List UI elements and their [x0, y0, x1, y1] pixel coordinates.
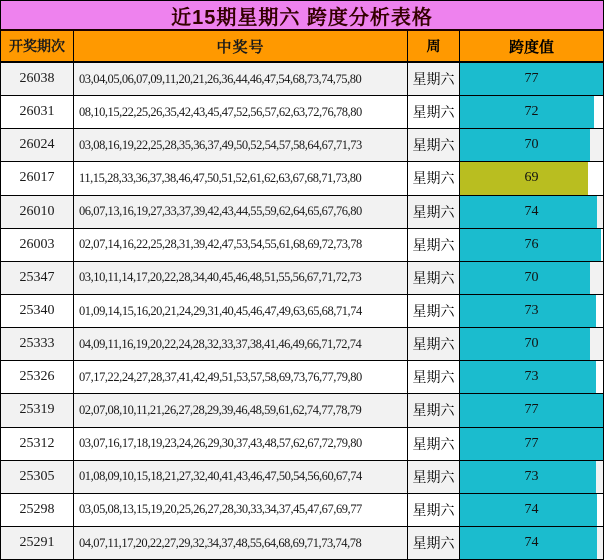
period-cell: 26038 [1, 63, 74, 95]
col-header-period: 开奖期次 [1, 31, 74, 61]
week-cell: 星期六 [408, 361, 460, 393]
table-row [1, 361, 603, 394]
span-value-label: 73 [524, 468, 539, 484]
table-row [1, 394, 603, 427]
span-value-cell [460, 361, 603, 393]
winning-numbers-cell: 04,07,11,17,20,22,27,29,32,34,37,48,55,64,68,69,71,73,74,78 [74, 527, 408, 559]
table-row [1, 162, 603, 195]
winning-numbers-cell: 03,05,08,13,15,19,20,25,26,27,28,30,33,34,37,45,47,67,69,77 [74, 494, 408, 526]
page-title: 近15期星期六 跨度分析表格 [1, 1, 603, 31]
span-value-cell [460, 63, 603, 95]
winning-numbers-cell: 04,09,11,16,19,20,22,24,28,32,33,37,38,41,46,49,66,71,72,74 [74, 328, 408, 360]
table-row [1, 527, 603, 559]
period-cell: 26031 [1, 96, 74, 128]
col-header-week: 周 [408, 31, 460, 61]
period-cell: 26003 [1, 229, 74, 261]
week-cell: 星期六 [408, 461, 460, 493]
winning-numbers-cell: 03,04,05,06,07,09,11,20,21,26,36,44,46,47,54,68,73,74,75,80 [74, 63, 408, 95]
span-value-cell [460, 196, 603, 228]
col-header-span-value: 跨度值 [508, 38, 554, 56]
period-cell: 25305 [1, 461, 74, 493]
winning-numbers-cell: 02,07,08,10,11,21,26,27,28,29,39,46,48,59,61,62,74,77,78,79 [74, 394, 408, 426]
span-value-label: 76 [524, 236, 539, 252]
span-value-cell [460, 428, 603, 460]
week-cell: 星期六 [408, 96, 460, 128]
table-row [1, 428, 603, 461]
table-row [1, 229, 603, 262]
span-value-cell [460, 96, 603, 128]
span-value-label: 70 [524, 137, 539, 153]
week-cell: 星期六 [408, 196, 460, 228]
table-row [1, 96, 603, 129]
table-row [1, 328, 603, 361]
table-row [1, 494, 603, 527]
span-value-label: 73 [524, 303, 539, 319]
winning-numbers-cell: 03,08,16,19,22,25,28,35,36,37,49,50,52,54,57,58,64,67,71,73 [74, 129, 408, 161]
span-value-label: 69 [524, 170, 539, 186]
table-header-row [1, 31, 603, 63]
table-row [1, 295, 603, 328]
week-cell: 星期六 [408, 428, 460, 460]
col-header-winning-numbers: 中奖号 [74, 31, 408, 61]
span-value-cell [460, 262, 603, 294]
span-value-cell [460, 461, 603, 493]
table-row [1, 461, 603, 494]
period-cell: 25291 [1, 527, 74, 559]
span-value-cell [460, 295, 603, 327]
span-value-cell [460, 328, 603, 360]
span-value-cell [460, 162, 603, 194]
period-cell: 25340 [1, 295, 74, 327]
span-value-label: 74 [524, 501, 539, 517]
period-cell: 26024 [1, 129, 74, 161]
period-cell: 26010 [1, 196, 74, 228]
week-cell: 星期六 [408, 295, 460, 327]
period-cell: 25312 [1, 428, 74, 460]
period-cell: 25333 [1, 328, 74, 360]
span-value-label: 77 [524, 402, 539, 418]
table-row [1, 262, 603, 295]
winning-numbers-cell: 01,08,09,10,15,18,21,27,32,40,41,43,46,47,50,54,56,60,67,74 [74, 461, 408, 493]
table-body [1, 63, 603, 559]
span-value-label: 74 [524, 203, 539, 219]
span-value-label: 70 [524, 336, 539, 352]
span-value-cell [460, 527, 603, 559]
period-cell: 25319 [1, 394, 74, 426]
period-cell: 25326 [1, 361, 74, 393]
week-cell: 星期六 [408, 494, 460, 526]
period-cell: 25347 [1, 262, 74, 294]
period-cell: 26017 [1, 162, 74, 194]
winning-numbers-cell: 01,09,14,15,16,20,21,24,29,31,40,45,46,47,49,63,65,68,71,74 [74, 295, 408, 327]
winning-numbers-cell: 07,17,22,24,27,28,37,41,42,49,51,53,57,58,69,73,76,77,79,80 [74, 361, 408, 393]
week-cell: 星期六 [408, 394, 460, 426]
winning-numbers-cell: 08,10,15,22,25,26,35,42,43,45,47,52,56,57,62,63,72,76,78,80 [74, 96, 408, 128]
week-cell: 星期六 [408, 63, 460, 95]
table-row [1, 63, 603, 96]
span-value-cell [460, 394, 603, 426]
span-value-label: 73 [524, 369, 539, 385]
span-value-label: 77 [524, 435, 539, 451]
span-value-cell [460, 129, 603, 161]
span-value-cell [460, 229, 603, 261]
winning-numbers-cell: 03,07,16,17,18,19,23,24,26,29,30,37,43,48,57,62,67,72,79,80 [74, 428, 408, 460]
span-value-label: 74 [524, 535, 539, 551]
week-cell: 星期六 [408, 129, 460, 161]
week-cell: 星期六 [408, 527, 460, 559]
winning-numbers-cell: 11,15,28,33,36,37,38,46,47,50,51,52,61,62,63,67,68,71,73,80 [74, 162, 408, 194]
table-row [1, 129, 603, 162]
week-cell: 星期六 [408, 328, 460, 360]
week-cell: 星期六 [408, 229, 460, 261]
winning-numbers-cell: 06,07,13,16,19,27,33,37,39,42,43,44,55,59,62,64,65,67,76,80 [74, 196, 408, 228]
span-value-cell [460, 494, 603, 526]
span-value-label: 77 [524, 71, 539, 87]
winning-numbers-cell: 03,10,11,14,17,20,22,28,34,40,45,46,48,51,55,56,67,71,72,73 [74, 262, 408, 294]
week-cell: 星期六 [408, 262, 460, 294]
period-cell: 25298 [1, 494, 74, 526]
week-cell: 星期六 [408, 162, 460, 194]
winning-numbers-cell: 02,07,14,16,22,25,28,31,39,42,47,53,54,55,61,68,69,72,73,78 [74, 229, 408, 261]
span-value-label: 72 [524, 104, 539, 120]
span-value-label: 70 [524, 269, 539, 285]
table-row [1, 196, 603, 229]
